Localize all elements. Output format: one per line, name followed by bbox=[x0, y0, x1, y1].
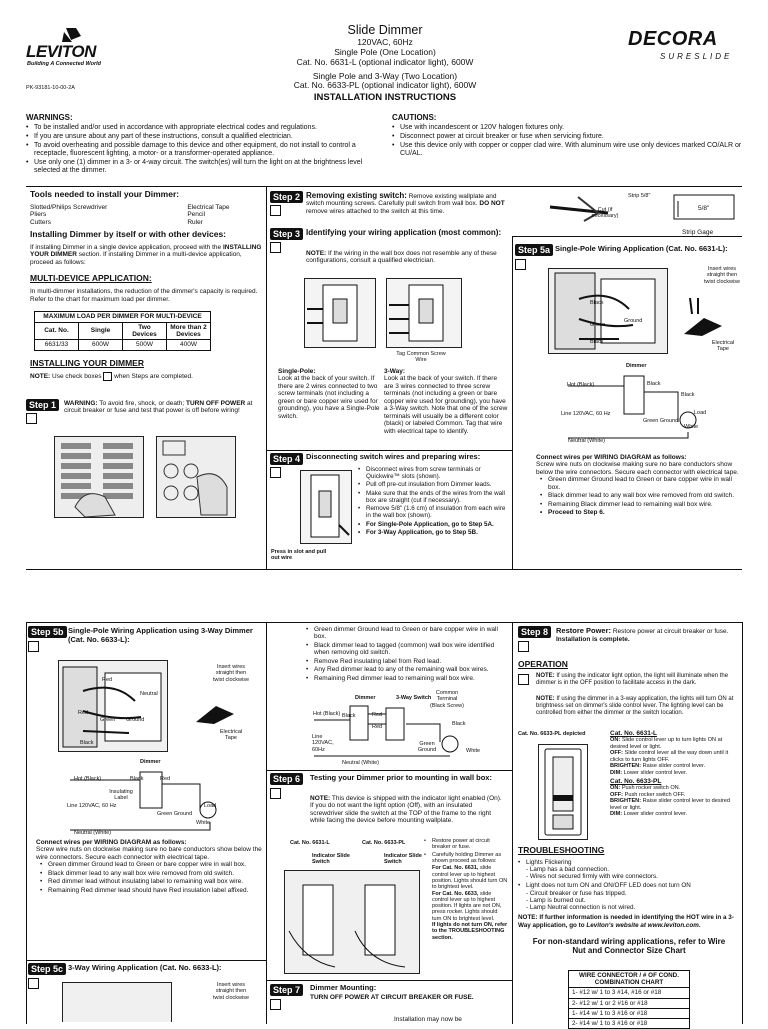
trouble-sub: - Wires not secured firmly with wire connectors. bbox=[526, 873, 658, 881]
step-5c-list bbox=[306, 626, 508, 683]
connect-title: Connect wires per WIRING DIAGRAM as follows: bbox=[36, 839, 187, 846]
diagram-icon bbox=[548, 362, 738, 446]
strip-gage-label: Strip Gage bbox=[682, 229, 714, 236]
switch-icon bbox=[301, 471, 351, 543]
byitself-text: section. If installing Dimmer in a multi-device application, proceed as follows: bbox=[30, 251, 242, 266]
step-6-iflights: If lights do not turn ON, refer to the TROUBLESHOOTING section. bbox=[432, 922, 508, 941]
step-7-checkbox[interactable] bbox=[270, 999, 281, 1010]
caution-item: • Use with incandescent or 120V halogen fixtures only. bbox=[392, 124, 742, 132]
divider bbox=[26, 622, 742, 623]
wirenut-icon bbox=[686, 296, 716, 316]
op-text: Lower slider control lever. bbox=[622, 769, 688, 776]
diagram-label: Black bbox=[342, 713, 356, 719]
wire-label: Red bbox=[102, 677, 113, 683]
operation-checkbox[interactable] bbox=[518, 674, 529, 685]
diagram-label: Load bbox=[694, 410, 707, 416]
nonstandard-text: For non-standard wiring applications, refer to Wire Nut and Connector Size Chart bbox=[532, 936, 726, 956]
three-way-text: Look at the back of your switch. If there are 3 wires connected to three screw terminals (not including a green or bare copper wire used for grounding), you have a 3-Way switch. Note that one of the screw terminals will usually be a different color (black) or labeled Common. Tag that wire with electrical tape to identify. bbox=[384, 375, 508, 435]
trouble-note: . bbox=[698, 921, 701, 929]
wire-chart-row: 2- #12 w/ 1 or 2 #16 or #18 bbox=[569, 998, 690, 1008]
op-label: DIM: bbox=[610, 769, 623, 776]
op-label: BRIGHTEN: bbox=[610, 763, 642, 770]
warning-item: • If you are unsure about any part of these instructions, consult a qualified electrician. bbox=[26, 133, 376, 141]
title-line1: 120VAC, 60Hz bbox=[357, 37, 413, 48]
diagram-label: Hot (Black) bbox=[567, 382, 595, 388]
table-header: Two Devices bbox=[123, 322, 167, 340]
step-5c-title: 3-Way Wiring Application (Cat. No. 6633-L): bbox=[68, 963, 222, 972]
step-8-text: Installation is complete. bbox=[556, 635, 630, 643]
divider bbox=[742, 622, 743, 1024]
tool-item: Slotted/Philips Screwdriver bbox=[30, 203, 108, 211]
step-2-checkbox[interactable] bbox=[270, 205, 281, 216]
three-way-desc bbox=[384, 368, 508, 435]
table-header: More than 2 Devices bbox=[167, 322, 211, 340]
step-3 bbox=[270, 228, 510, 265]
table-header: Cat. No. bbox=[35, 322, 79, 340]
diagram-label: Neutral (White) bbox=[342, 760, 379, 766]
step-6-title: Testing your Dimmer prior to mounting in wall box: bbox=[310, 773, 492, 782]
warnings-title: WARNINGS: bbox=[26, 113, 73, 122]
divider bbox=[26, 569, 742, 570]
diagram-label: Red bbox=[160, 776, 171, 782]
title-line5: Cat. No. 6633-PL (optional indicator light), 600W bbox=[293, 80, 477, 91]
wirenut-icon bbox=[686, 296, 716, 316]
step-5a-label: Step 5a bbox=[515, 244, 553, 256]
cautions bbox=[392, 113, 742, 159]
op-label: ON: bbox=[610, 737, 621, 744]
op-text: Lower slider control lever. bbox=[622, 811, 688, 818]
tools-section bbox=[30, 190, 262, 381]
tool-item: Pencil bbox=[187, 211, 206, 219]
diagram-label: White bbox=[466, 748, 481, 754]
trouble-sub: - Lamp has a bad connection. bbox=[526, 866, 609, 873]
op-text: Raise slider control lever. bbox=[641, 763, 706, 770]
step-3-label: Step 3 bbox=[270, 228, 303, 240]
wiring-icon bbox=[549, 269, 667, 353]
step-4 bbox=[270, 453, 510, 465]
wire-chart-title: WIRE CONNECTOR / # OF COND. COMBINATION CHART bbox=[569, 971, 690, 988]
example-checkbox bbox=[103, 372, 112, 381]
step-2 bbox=[270, 191, 508, 215]
connect-proceed: • Proceed to Step 6. bbox=[540, 509, 742, 516]
divider bbox=[512, 236, 513, 569]
max-load-title: MAXIMUM LOAD PER DIMMER FOR MULTI-DEVICE bbox=[35, 312, 211, 322]
wiring-diagram-5b bbox=[60, 758, 250, 836]
connect-item: • Black dimmer lead to tagged (common) wall box wire identified when removing old switch. bbox=[306, 642, 508, 657]
diagram-label: White bbox=[684, 424, 699, 430]
fuse-icon bbox=[157, 437, 235, 517]
cut-label: Cut (if necessary) bbox=[591, 207, 619, 220]
step-6-checkbox[interactable] bbox=[270, 788, 281, 799]
three-way-title: 3-Way: bbox=[384, 368, 406, 375]
trouble-sub: - Circuit breaker or fuse has tripped. bbox=[526, 889, 627, 897]
diagram-label: 3-Way Switch bbox=[396, 695, 432, 701]
step-6-item: • Carefully holding Dimmer as shown proceed as follows: bbox=[424, 852, 508, 865]
diagram-label: Line 120VAC, 60 Hz bbox=[561, 411, 611, 417]
step-2-text: remove wires attached to the switch at this time. bbox=[306, 207, 445, 215]
trouble-item: Light does not turn ON and ON/OFF LED does not turn ON bbox=[526, 882, 691, 890]
single-pole-text: Look at the back of your switch. If there are 2 wires connected to two screw terminals (not including a green or bare copper wire used for grounding), you have a Single-Pole switch. bbox=[278, 375, 380, 420]
op-text: Slide control lever up to turn lights ON at desired level or light. bbox=[610, 737, 723, 750]
diagram-label: Black bbox=[647, 381, 661, 387]
op-text: Raise slider control lever to desired level or light. bbox=[610, 798, 730, 811]
tape-icon bbox=[194, 704, 238, 726]
leviton-website-link[interactable]: Leviton's website at www.leviton.com bbox=[586, 921, 699, 929]
connect-item: • Remaining Red dimmer lead should have Red insulation label affixed. bbox=[40, 887, 262, 894]
op-label: BRIGHTEN: bbox=[610, 798, 642, 805]
step-5b-title: Single-Pole Wiring Application using 3-Way Dimmer (Cat. No. 6633-L): bbox=[68, 626, 253, 644]
step-6-list bbox=[424, 838, 508, 941]
caution-item: • Use this device only with copper or copper clad wire. With aluminum wire use only devices marked CO/ALR or CU/AL. bbox=[392, 142, 742, 158]
step-8-checkbox[interactable] bbox=[518, 641, 529, 652]
diagram-label: Green Ground bbox=[643, 418, 679, 424]
step-5b-label: Step 5b bbox=[28, 626, 67, 638]
switch-icon bbox=[387, 279, 461, 347]
diagram-label: Insulating Label bbox=[109, 789, 133, 802]
strip-label: Strip 5/8" bbox=[628, 193, 651, 199]
step-4-checkbox[interactable] bbox=[270, 467, 281, 478]
step-4-item: • Pull off pre-cut insulation from Dimmer leads. bbox=[358, 481, 508, 488]
warning-item: • To avoid overheating and possible damage to this device and other equipment, do not install to control a receptacle, fluorescent lighting, a motor- or a transformer-operated appliance. bbox=[26, 142, 376, 158]
single-pole-wiring-illustration bbox=[548, 268, 668, 354]
step-3-title: Identifying your wiring application (most common): bbox=[306, 228, 502, 237]
max-load-table bbox=[34, 311, 211, 351]
byitself-text: If installing Dimmer in a single device application, proceed with the bbox=[30, 243, 223, 251]
diagram-label: Common Terminal (Black Screw) bbox=[430, 690, 464, 709]
step-3-note-label: NOTE: bbox=[306, 250, 327, 257]
connect-item: • Remove Red insulating label from Red lead. bbox=[306, 658, 508, 665]
step-2-text: DO NOT bbox=[479, 200, 505, 208]
step-4-title: Disconnecting switch wires and preparing wires: bbox=[306, 452, 481, 461]
step-6-text: slide control lever up to highest position. Lights should turn ON to brightest level. bbox=[432, 865, 508, 891]
tape-label: Electrical Tape bbox=[219, 729, 243, 742]
sureslide-logo: SURESLIDE bbox=[660, 52, 733, 61]
caution-item: • Disconnect power at circuit breaker or fuse when servicing fixture. bbox=[392, 133, 742, 141]
three-way-switch-illustration bbox=[386, 278, 462, 348]
diagram-label: Black bbox=[681, 392, 695, 398]
operation-note: If using the dimmer in a 3-way application, the lights will turn ON at brightness set on dimmer's slide control lever. The lighting level can be controlled from either the dimmer or the switch location. bbox=[536, 696, 734, 716]
wire-chart-row: 1- #12 w/ 1 to 3 #14, #16 or #18 bbox=[569, 988, 690, 998]
installing-title: INSTALLING YOUR DIMMER bbox=[30, 357, 144, 368]
single-pole-switch-illustration bbox=[304, 278, 376, 348]
switch-icon bbox=[305, 279, 375, 347]
diagram-icon bbox=[60, 758, 250, 836]
diagram-label: Black bbox=[452, 721, 466, 727]
diagram-label: Hot (Black) bbox=[313, 711, 341, 717]
op-label: DIM: bbox=[610, 811, 623, 818]
wiring-diagram-5a bbox=[548, 362, 738, 446]
trouble-note: NOTE: If further information is needed in identifying the HOT wire in a 3-Way application, go to bbox=[518, 914, 734, 929]
divider bbox=[512, 622, 513, 1024]
breaker-icon bbox=[55, 437, 143, 517]
title-line4: Single Pole and 3-Way (Two Location) bbox=[312, 70, 458, 81]
doc-code: PK-93181-10-00-2A bbox=[26, 85, 75, 91]
connect-title: Connect wires per WIRING DIAGRAM as follows: bbox=[536, 454, 687, 461]
title-line2: Single Pole (One Location) bbox=[334, 47, 436, 58]
diagram-icon bbox=[310, 694, 506, 766]
connect-item: • Green dimmer Ground lead to Green or bare copper wire in wall box. bbox=[306, 626, 508, 641]
table-cell: 400W bbox=[167, 340, 211, 350]
title-block bbox=[240, 23, 530, 104]
step-1-text: at circuit breaker or fuse and test that power is off before wiring! bbox=[64, 400, 253, 415]
connect-text: Screw wire nuts on clockwise making sure no bare conductors show below the wire connectors. Secure each connector with electrical tape. bbox=[536, 461, 739, 476]
dimmer-front-illustration bbox=[538, 744, 588, 840]
trouble-sub: - Lamp is burned out. bbox=[526, 896, 586, 904]
strip-measure: 5/8" bbox=[698, 205, 710, 212]
step-5c-checkbox[interactable] bbox=[28, 978, 39, 989]
divider bbox=[26, 622, 27, 1024]
depicted-label: Cat. No. 6633-PL depicted bbox=[518, 731, 586, 737]
connect-item: • Black dimmer lead to any wall box wire removed from old switch. bbox=[40, 870, 262, 877]
byitself-title: Installing Dimmer by itself or with other devices: bbox=[30, 229, 227, 240]
step-1 bbox=[26, 399, 266, 415]
tools-title: Tools needed to install your Dimmer: bbox=[30, 189, 180, 199]
divider bbox=[266, 622, 267, 1024]
wire-connector-table bbox=[568, 970, 690, 1029]
step-3-note: If the wiring in the wall box does not resemble any of these configurations, consult a qualified electrician. bbox=[306, 250, 497, 265]
step-6-for: For Cat. No. 6631, bbox=[432, 865, 479, 872]
brand-tagline: Building A Connected World bbox=[27, 61, 102, 67]
operation-title: OPERATION bbox=[518, 659, 568, 669]
step-4-item: • Make sure that the ends of the wires from the wall box are straight (cut if necessary). bbox=[358, 490, 508, 504]
operation-section bbox=[518, 659, 740, 716]
diagram-label: Red bbox=[372, 724, 383, 730]
step-6-note-label: NOTE: bbox=[310, 795, 331, 802]
step-5b-checkbox[interactable] bbox=[28, 641, 39, 652]
tag-common-label: Tag Common Screw Wire bbox=[396, 351, 446, 364]
op-text: Push rocker switch OFF. bbox=[623, 791, 686, 798]
diagram-label: Dimmer bbox=[626, 363, 647, 369]
install-title: INSTALLATION INSTRUCTIONS bbox=[313, 92, 457, 104]
diagram-label: Neutral (White) bbox=[568, 438, 605, 444]
tool-item: Cutters bbox=[30, 218, 51, 226]
step-7-label: Step 7 bbox=[270, 984, 303, 996]
step-4-go: • For 3-Way Application, go to Step 5B. bbox=[358, 529, 508, 536]
diagram-label: Line 120VAC, 60Hz bbox=[312, 734, 334, 753]
step-1-checkbox[interactable] bbox=[26, 413, 37, 424]
step-5c-wiring-illustration bbox=[62, 982, 172, 1022]
trouble-item: Lights Flickering bbox=[526, 858, 572, 866]
warning-item: • To be installed and/or used in accordance with appropriate electrical codes and regulations. bbox=[26, 124, 376, 132]
step-5b bbox=[28, 626, 264, 644]
step-6 bbox=[270, 773, 510, 825]
step-2-text: Remove existing wallplate and switch mounting screws. Carefully pull switch from wall box. bbox=[306, 193, 497, 208]
troubleshooting-title: TROUBLESHOOTING bbox=[518, 845, 605, 855]
operation-note-label: NOTE: bbox=[536, 696, 555, 702]
insert-wires-label: Insert wires straight then twist clockwise bbox=[212, 664, 250, 683]
diagram-label: Black bbox=[130, 776, 144, 782]
insert-wires-label: Insert wires straight then twist clockwise bbox=[212, 982, 250, 1001]
step-2-title: Removing existing switch: bbox=[306, 191, 407, 200]
step-5c bbox=[28, 963, 264, 975]
single-pole-title: Single-Pole: bbox=[278, 368, 316, 375]
step-7-sub: TURN OFF POWER AT CIRCUIT BREAKER OR FUSE. bbox=[310, 994, 474, 1001]
step-8 bbox=[518, 626, 740, 643]
step-5b-connect bbox=[36, 839, 262, 895]
test-dimmer-illustration bbox=[284, 870, 420, 974]
connect-item: • Any Red dimmer lead to any of the remaining wall box wires. bbox=[306, 666, 508, 673]
step-5a-checkbox[interactable] bbox=[515, 259, 526, 270]
tape-icon bbox=[682, 316, 726, 338]
op-label: ON: bbox=[610, 785, 621, 792]
step-4-item: • Remove 5/8" (1.6 cm) of insulation from each wire in the wall box (shown). bbox=[358, 505, 508, 519]
cat-label: Cat. No. 6633-PL bbox=[362, 840, 406, 846]
step-8-title: Restore Power: bbox=[556, 626, 612, 635]
indicator-label: Indicator Slide Switch bbox=[384, 853, 422, 866]
three-way-wiring-diagram bbox=[310, 694, 506, 766]
tape-icon bbox=[194, 704, 238, 726]
multi-text: In multi-dimmer installations, the reduction of the dimmer's capacity is required. Refer to the chart for maximum load per dimmer. bbox=[30, 288, 258, 303]
decora-logo: DECORA bbox=[628, 28, 718, 50]
warnings bbox=[26, 113, 376, 176]
single-pole-desc bbox=[278, 368, 380, 420]
diagram-label: White bbox=[196, 820, 211, 826]
divider bbox=[266, 980, 512, 981]
operation-note-label: NOTE: bbox=[536, 673, 555, 679]
tool-item: Pliers bbox=[30, 211, 47, 219]
op-label: OFF: bbox=[610, 750, 624, 757]
step-4-go: • For Single-Pole Application, go to Step 5A. bbox=[358, 521, 508, 528]
table-cell: 500W bbox=[123, 340, 167, 350]
connect-item: • Green dimmer Ground lead to Green or bare copper wire in wall box. bbox=[40, 861, 262, 868]
step-6-note: This device is shipped with the indicator light enabled (On). If you do not want the light option (Off), with an insulated screwdriver slide the switch at the TOP of the frame to the right while facing the device before mounting wallplate. bbox=[310, 795, 502, 825]
table-cell: 600W bbox=[79, 340, 123, 350]
step-7-title: Dimmer Mounting: bbox=[310, 983, 377, 992]
diagram-label: Dimmer bbox=[140, 759, 161, 765]
tape-label: Electrical Tape bbox=[711, 340, 735, 353]
connect-text: Screw wire nuts on clockwise making sure no bare conductors show below the wire connectors. Secure each connector with electrical tape. bbox=[36, 846, 262, 861]
step-6-for: For Cat. No. 6633, bbox=[432, 890, 479, 897]
brand-name: LEVITON bbox=[26, 42, 96, 61]
hand-dimmer-icon bbox=[285, 871, 419, 973]
page-title: Slide Dimmer bbox=[347, 23, 423, 37]
table-cell: 6631/33 bbox=[35, 340, 79, 350]
table-header: Single bbox=[79, 322, 123, 340]
dimmer-icon bbox=[539, 745, 587, 839]
step-4-list bbox=[358, 466, 508, 537]
connect-item: • Black dimmer lead to any wall box wire removed from old switch. bbox=[540, 492, 742, 499]
operation-cat: Cat. No. 6631-L bbox=[610, 730, 657, 737]
insert-wires-label: Insert wires straight then twist clockwise bbox=[703, 266, 741, 285]
connect-item: • Red dimmer lead without insulating label to remaining wall box wire. bbox=[40, 878, 262, 885]
step-5a-connect bbox=[536, 454, 742, 518]
operation-note: If using the indicator light option, the light will illuminate when the dimmer is in the OFF position to facilitate access in the dark. bbox=[536, 673, 729, 686]
operation-c1 bbox=[610, 730, 740, 818]
wire-label: Ground bbox=[624, 318, 643, 324]
fuse-panel-illustration bbox=[156, 436, 236, 518]
wire-label: Black bbox=[590, 339, 604, 345]
step-6-text: slide control lever up to highest position. If lights are not ON, press rocker. Lights should turn ON to brightest level. bbox=[432, 890, 502, 922]
trouble-sub: - Lamp Neutral connection is not wired. bbox=[526, 904, 636, 912]
diagram-label: Neutral (White) bbox=[74, 830, 111, 836]
step-1-text: TURN OFF POWER bbox=[186, 400, 246, 407]
tape-icon bbox=[682, 316, 726, 338]
divider bbox=[266, 770, 512, 771]
cautions-title: CAUTIONS: bbox=[392, 113, 437, 122]
diagram-label: Line 120VAC, 60 Hz bbox=[67, 803, 117, 809]
step-5a-title: Single-Pole Wiring Application (Cat. No. 6631-L): bbox=[555, 244, 728, 253]
connect-item: • Remaining Red dimmer lead to remaining wall box wire. bbox=[306, 675, 508, 682]
divider bbox=[266, 450, 512, 451]
multi-title: MULTI-DEVICE APPLICATION: bbox=[30, 273, 152, 284]
wire-label: Green bbox=[100, 717, 116, 723]
step-5b-wiring-illustration bbox=[58, 660, 168, 752]
step-5c-label: Step 5c bbox=[28, 963, 66, 975]
divider bbox=[26, 960, 266, 961]
wire-label: Black bbox=[590, 300, 604, 306]
installing-note-label: NOTE: bbox=[30, 372, 51, 380]
tool-item: Electrical Tape bbox=[187, 203, 230, 211]
wiring-icon bbox=[59, 661, 167, 751]
op-text: Push rocker switch ON. bbox=[620, 785, 681, 792]
wire-label: Red bbox=[78, 710, 89, 716]
wire-label: Black bbox=[80, 740, 94, 746]
wire-chart-row: 1- #14 w/ 1 to 3 #16 or #18 bbox=[569, 1008, 690, 1018]
step-4-label: Step 4 bbox=[270, 453, 303, 465]
divider bbox=[26, 186, 742, 187]
cat-label: Cat. No. 6631-L bbox=[290, 840, 330, 846]
step-1-label: Step 1 bbox=[26, 399, 59, 411]
divider bbox=[266, 186, 267, 569]
step-8-label: Step 8 bbox=[518, 626, 551, 638]
step-7 bbox=[270, 983, 510, 1023]
indicator-label: Indicator Slide Switch bbox=[312, 853, 350, 866]
troubleshooting-section bbox=[518, 846, 740, 955]
connect-item: • Remaining Black dimmer lead to remaining wall box wire. bbox=[540, 501, 742, 508]
step-3-checkbox[interactable] bbox=[270, 242, 281, 253]
step-4-item: • Disconnect wires from screw terminals or Quickwire™ slots (shown). bbox=[358, 466, 508, 480]
connect-item: • Green dimmer Ground lead to Green or bare copper wire in wall box. bbox=[540, 476, 742, 491]
step-1-warning: WARNING: bbox=[64, 400, 98, 407]
op-label: OFF: bbox=[610, 791, 624, 798]
title-line3: Cat. No. 6631-L (optional indicator light), 600W bbox=[296, 56, 474, 67]
tool-item: Ruler bbox=[187, 218, 203, 226]
byitself-link: INSTALLING YOUR DIMMER bbox=[30, 243, 262, 259]
step-7-note: Installation may now be bbox=[394, 1016, 462, 1023]
disconnect-illustration bbox=[300, 470, 352, 544]
step-6-label: Step 6 bbox=[270, 773, 303, 785]
diagram-label: Green Ground bbox=[157, 811, 193, 817]
step-1-text: To avoid fire, shock, or death; bbox=[97, 400, 186, 407]
breaker-panel-illustration bbox=[54, 436, 144, 518]
wire-label: Ground bbox=[126, 717, 145, 723]
diagram-label: Green Ground bbox=[417, 741, 437, 754]
step-2-label: Step 2 bbox=[270, 191, 303, 203]
step-6-item: • Restore power at circuit breaker or fuse. bbox=[424, 838, 508, 851]
wire-chart-row: 2- #14 w/ 1 to 3 #16 or #18 bbox=[569, 1019, 690, 1029]
diagram-label: Load bbox=[204, 803, 217, 809]
wire-label: Green bbox=[590, 322, 606, 328]
diagram-label: Hot (Black) bbox=[74, 776, 102, 782]
warning-item: • Use only one (1) dimmer in a 3- or 4-way circuit. The switch(es) will turn the light on at the brightness level selected at the dimmer. bbox=[26, 159, 376, 175]
step-8-text: Restore power at circuit breaker or fuse. bbox=[611, 628, 729, 635]
step-5a bbox=[515, 244, 742, 256]
diagram-label: Red bbox=[372, 712, 383, 718]
installing-note: Use check boxes bbox=[50, 372, 104, 380]
operation-cat: Cat. No. 6633-PL bbox=[610, 778, 662, 785]
press-slot-label: Press in slot and pull out wire bbox=[271, 549, 327, 562]
wire-label: Neutral bbox=[140, 691, 158, 697]
diagram-label: Dimmer bbox=[355, 695, 376, 701]
installing-note: when Steps are completed. bbox=[112, 372, 193, 380]
op-text: Slide control lever all the way down until it clicks to turn lights OFF. bbox=[610, 750, 729, 763]
